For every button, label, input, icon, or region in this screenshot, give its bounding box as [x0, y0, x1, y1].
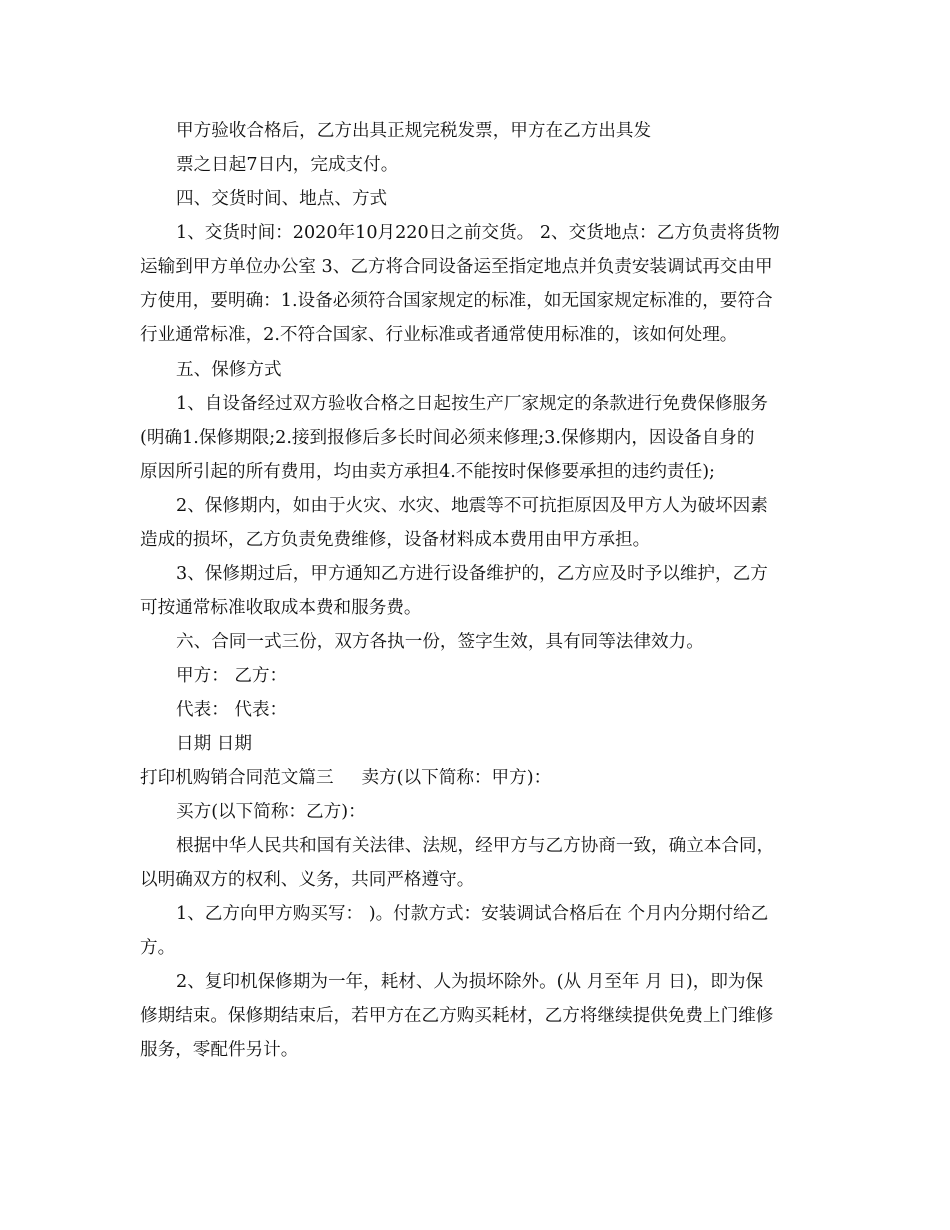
section-heading: 四、交货时间、地点、方式 [176, 189, 388, 209]
text-line: 3、保修期过后，甲方通知乙方进行设备维护的，乙方应及时予以维护，乙方 [176, 564, 768, 584]
text-line: 买方(以下简称：乙方)： [176, 802, 366, 822]
signature-line: 日期 日期 [176, 734, 252, 754]
signature-line: 代表： 代表： [176, 700, 288, 720]
text-line: (明确1.保修期限;2.接到报修后多长时间必须来修理;3.保修期内，因设备自身的 [140, 428, 755, 448]
text-line: 行业通常标准，2.不符合国家、行业标准或者通常使用标准的，该如何处理。 [140, 325, 738, 345]
section-heading: 五、保修方式 [176, 360, 282, 380]
text-line: 方。 [140, 938, 176, 958]
text-line: 原因所引起的所有费用，均由卖方承担4.不能按时保修要承担的违约责任); [140, 462, 715, 482]
text-line: 修期结束。保修期结束后，若甲方在乙方购买耗材，乙方将继续提供免费上门维修 [140, 1006, 774, 1026]
text-line: 运输到甲方单位办公室 3、乙方将合同设备运至指定地点并负责安装调试再交由甲 [140, 257, 773, 277]
text-line: 票之日起7日内，完成支付。 [176, 155, 399, 175]
text-line: 1、自设备经过双方验收合格之日起按生产厂家规定的条款进行免费保修服务 [176, 394, 768, 414]
signature-line: 甲方： 乙方： [176, 666, 288, 686]
text-line: 2、复印机保修期为一年，耗材、人为损坏除外。(从 月至年 月 日)，即为保 [176, 972, 764, 992]
text-line: 六、合同一式三份，双方各执一份，签字生效，具有同等法律效力。 [176, 632, 704, 652]
text-line: 2、保修期内，如由于火灾、水灾、地震等不可抗拒原因及甲方人为破坏因素 [176, 496, 768, 516]
text-line: 甲方验收合格后，乙方出具正规完税发票，甲方在乙方出具发 [176, 121, 652, 141]
contract-title-line: 打印机购销合同范文篇三 卖方(以下简称：甲方)： [140, 768, 552, 788]
text-line: 造成的损坏，乙方负责免费维修，设备材料成本费用由甲方承担。 [140, 530, 651, 550]
text-line: 根据中华人民共和国有关法律、法规，经甲方与乙方协商一致，确立本合同， [176, 836, 775, 856]
text-line: 1、乙方向甲方购买写： )。付款方式：安装调试合格后在 个月内分期付给乙 [176, 904, 769, 924]
text-line: 服务，零配件另计。 [140, 1040, 299, 1060]
text-line: 方使用，要明确：1.设备必须符合国家规定的标准，如无国家规定标准的，要符合 [140, 291, 773, 311]
text-line: 1、交货时间：2020年10月220日之前交货。 2、交货地点：乙方负责将货物 [176, 223, 780, 243]
text-line: 以明确双方的权利、义务，共同严格遵守。 [140, 870, 475, 890]
text-line: 可按通常标准收取成本费和服务费。 [140, 598, 422, 618]
